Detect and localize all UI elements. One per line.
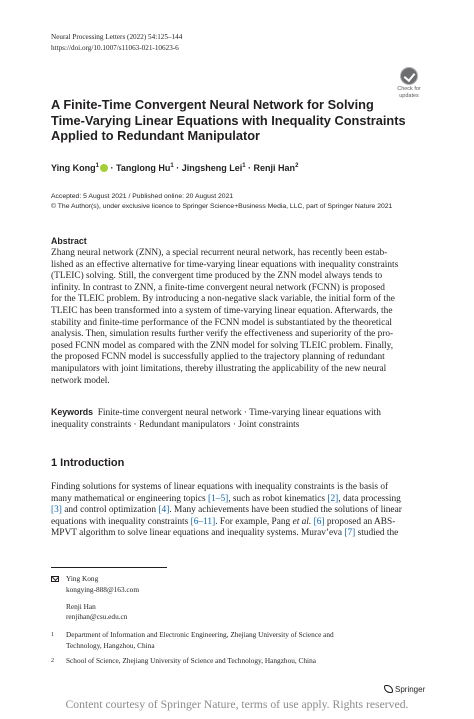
- envelope-icon: [51, 576, 59, 582]
- copyright-notice: © The Author(s), under exclusive licence to Springer Science+Business Media, LLC, part of Springer Nature 2021: [51, 203, 393, 210]
- abstract-text: Zhang neural network (ZNN), a special recurrent neural network, has recently been estab- lished as an effective alternative for time-varying linear equations with inequality constraints (TLEIC) solving. Still, the convergent time produced by the ZNN model always tends to infinity. In contrast to ZNN, a finite-time convergent neural network (FCNN) is proposed for the TLEIC problem. By introducing a non-negative slack variable, the initial form of the TLEIC has been transformed into a system of time-varying linear equation. Afterwards, the stability and finite-time performance of the FCNN model is substantiated by the theoretical analysis. Then, simulation results further verify the effectiveness and superiority of the pro- posed FCNN model as compared with the ZNN model for solving TLEIC problem. Finally, the proposed FCNN model is successfully applied to the trajectory planning of redundant manipulators with joint limitations, thereby illustrating the applicability of the new neural network model.: [51, 248, 399, 386]
- affiliation-1: 1 Department of Information and Electronic Engineering, Zhejiang University of Science and Technology, Hangzhou, China: [51, 630, 334, 650]
- journal-header: [51, 32, 182, 54]
- section-heading-introduction: 1 Introduction: [51, 457, 125, 469]
- introduction-text: Finding solutions for systems of linear equations with inequality constraints is the basis of many mathematical or engineering topics [1–5], such as robot kinematics [2], data processing [3] and control optimization [4]. Many achievements have been studied the solutions of linear equations with inequality constraints [6–11]. For example, Pang et al. [6] proposed an ABS- MPVT algorithm to solve linear equations and inequality systems. Murav’eva [7] studied the: [51, 482, 402, 539]
- footnote-divider: [51, 567, 167, 568]
- check-updates-label: Check for updates: [397, 86, 421, 99]
- journal-citation: Neural Processing Letters (2022) 54:125–144: [51, 33, 183, 41]
- publication-dates: Accepted: 5 August 2021 / Published online: 20 August 2021: [51, 193, 234, 200]
- contact-email[interactable]: kongying-888@163.com: [66, 584, 139, 594]
- citation-link[interactable]: [1–5]: [207, 493, 229, 504]
- affiliation-2: 2 School of Science, Zhejiang University of Science and Technology, Hangzhou, China: [51, 656, 316, 665]
- author-name[interactable]: Ying Kong: [51, 163, 96, 173]
- contact-name: Ying Kong: [66, 574, 99, 583]
- citation-link[interactable]: [2]: [327, 493, 339, 504]
- author-name[interactable]: Jingsheng Lei: [181, 163, 243, 173]
- citation-link[interactable]: [6–11]: [190, 516, 216, 527]
- doi-link[interactable]: https://doi.org/10.1007/s11063-021-10623-6: [51, 44, 179, 52]
- author-name[interactable]: Tanglong Hu: [116, 163, 171, 173]
- keywords-label: Keywords: [51, 407, 94, 417]
- citation-link[interactable]: [4]: [158, 505, 170, 516]
- citation-link[interactable]: [3]: [51, 505, 62, 516]
- orcid-icon[interactable]: [100, 164, 108, 172]
- abstract-heading: Abstract: [51, 236, 87, 246]
- check-updates-icon: [400, 67, 418, 85]
- publisher-logo: Springer: [384, 685, 425, 694]
- paper-title: A Finite-Time Convergent Neural Network for Solving Time-Varying Linear Equations with Inequality Constraints Applied to Redundant Manipulator: [51, 97, 406, 143]
- author-name[interactable]: Renji Han: [253, 163, 296, 173]
- keywords: Keywords Finite-time convergent neural network · Time-varying linear equations with inequality constraints · Redundant manipulators · Joint constraints: [51, 407, 381, 430]
- contact-email[interactable]: renjihan@csu.edu.cn: [66, 612, 128, 622]
- publication-meta: [51, 192, 431, 212]
- citation-link[interactable]: [7]: [344, 528, 356, 539]
- contact-name: Renji Han: [66, 601, 96, 611]
- author-list: Ying Kong$^1$ · Tanglong $Hu^1$ · Jingsheng Lei$^1$ · Renji Han$^2$: [51, 163, 299, 173]
- citation-link[interactable]: [6]: [313, 516, 325, 527]
- springer-horse-icon: [384, 685, 393, 693]
- courtesy-notice: Content courtesy of Springer Nature, terms of use apply. Rights reserved.: [65, 698, 409, 711]
- corresponding-authors: [51, 574, 431, 623]
